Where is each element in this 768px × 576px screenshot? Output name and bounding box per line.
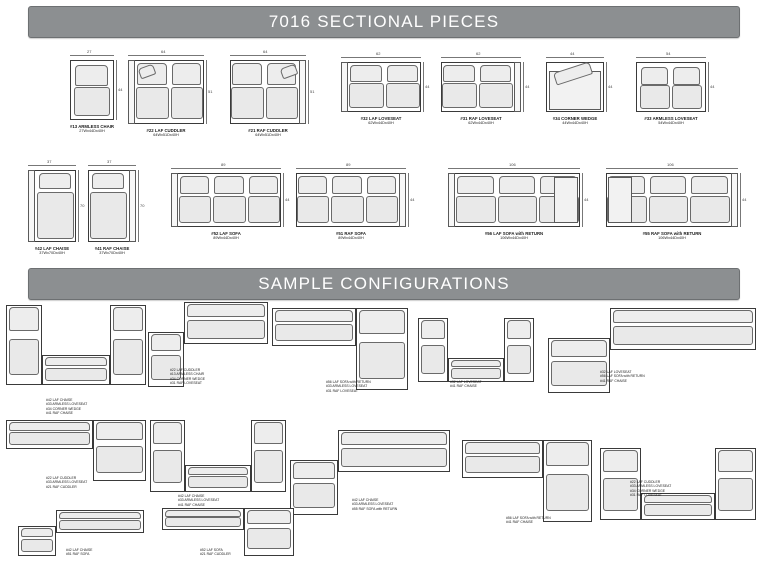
back-pillow (367, 176, 396, 194)
piece-caption (333, 116, 429, 127)
configuration-label-line: #32 LAF LOVESEAT (600, 370, 632, 374)
dim-depth-p6-text: 44 (608, 84, 613, 89)
dim-width-p4-text: 62 (376, 51, 381, 56)
piece-name: #34 CORNER WEDGE (552, 116, 598, 121)
piece-drawing (70, 60, 114, 120)
piece-caption (440, 231, 588, 242)
dim-width-p1-text: 27 (87, 49, 92, 54)
dim-depth-p13-text: 44 (742, 197, 747, 202)
configuration-label (178, 494, 219, 507)
configuration-label-line: #31 RAF LOVESEAT (630, 492, 662, 497)
config-seat-cushion (9, 339, 39, 375)
back-pillow (172, 63, 202, 85)
configuration-label-line: #56 LAF SOFA with RETURN (506, 516, 551, 520)
config-seat-cushion (359, 342, 405, 379)
piece-caption (163, 231, 289, 242)
dim-depth-p1-text: 44 (118, 87, 123, 92)
piece-dimensions: 106Wx44Dx40H (658, 236, 686, 241)
back-pillow (443, 65, 475, 82)
piece-name: #52 LAF SOFA (211, 231, 241, 236)
seat-cushion (456, 196, 496, 223)
configuration-label (66, 548, 92, 557)
back-pillow (249, 176, 278, 194)
configuration-label-line: #41 RAF CHAISE (178, 502, 205, 507)
seat-cushion (479, 83, 514, 108)
configuration-label-line: #41 RAF CHAISE (450, 384, 477, 389)
configuration-label (352, 498, 397, 511)
piece-p12[interactable] (440, 163, 598, 251)
piece-dimensions: 37Wx70Dx40H (39, 251, 65, 256)
piece-name: #33 ARMLESS LOVESEAT (644, 116, 698, 121)
configuration-label-line: #22 LAF CUDDLER (170, 368, 201, 372)
dim-depth-p6-line (606, 62, 607, 112)
configuration-c8[interactable] (290, 430, 450, 530)
config-back-pillow (187, 304, 265, 317)
config-seat-cushion (153, 450, 182, 482)
config-back-pillow (421, 320, 445, 339)
back-pillow (232, 63, 262, 85)
return-section (554, 177, 578, 222)
arm (129, 170, 136, 242)
piece-p13[interactable] (598, 163, 756, 251)
back-pillow (457, 176, 494, 194)
piece-caption (433, 116, 529, 127)
dim-width-p13-line (606, 168, 738, 169)
piece-p2[interactable] (120, 50, 222, 148)
back-pillow (39, 173, 71, 189)
configuration-label-line: #33 ARMLESS LOVESEAT (326, 384, 368, 389)
seat-cushion (349, 83, 384, 108)
configuration-label (200, 548, 231, 557)
dim-depth-p7-line (708, 62, 709, 112)
config-back-pillow (247, 510, 291, 524)
configuration-label-line: #13 ARMLESS CHAIR (170, 372, 205, 377)
back-pillow (350, 65, 382, 82)
dim-width-p12-line (448, 168, 580, 169)
dim-width-p6-line (546, 57, 604, 58)
seat-cushion (74, 87, 110, 116)
piece-drawing (128, 60, 204, 124)
config-seat-cushion (293, 483, 335, 508)
seat-cushion (297, 196, 329, 223)
configuration-label-line: #31 RAF LOVESEAT (326, 388, 358, 393)
configuration-label-line: #41 RAF CHAISE (46, 410, 73, 415)
config-back-pillow (275, 310, 353, 322)
config-back-pillow (359, 310, 405, 334)
configuration-label-line: #52 LAF SOFA (200, 548, 223, 552)
seat-cushion (248, 196, 280, 223)
piece-dimensions: 44Wx44Dx40H (562, 121, 588, 126)
config-seat-cushion (187, 320, 265, 339)
seat-cushion (690, 196, 730, 223)
dim-width-p5-line (441, 57, 521, 58)
seat-cushion (171, 87, 204, 119)
config-seat-cushion (613, 326, 753, 345)
config-seat-cushion (113, 339, 143, 375)
dim-depth-p3-line (308, 60, 309, 124)
dim-depth-p11-line (408, 173, 409, 227)
dim-depth-p4-line (423, 62, 424, 112)
config-back-pillow (151, 334, 181, 351)
configuration-label-line: #22 LAF CUDDLER (630, 480, 661, 484)
seat-cushion (386, 83, 421, 108)
piece-name: #55 RAF SOFA with RETURN (642, 231, 702, 236)
piece-dimensions: 37Wx70Dx40H (99, 251, 125, 256)
return-section (608, 177, 632, 222)
config-back-pillow (45, 357, 106, 366)
piece-dimensions: 27Wx44Dx40H (79, 129, 105, 134)
seat-cushion (179, 196, 211, 223)
config-back-pillow (341, 432, 447, 445)
configuration-label-line: #41 RAF CHAISE (600, 378, 627, 383)
dim-width-p1-line (70, 55, 114, 56)
dim-width-p8-text: 37 (47, 159, 52, 164)
piece-drawing (296, 173, 406, 227)
dim-width-p7-text: 54 (666, 51, 671, 56)
seat-cushion (331, 196, 363, 223)
dim-width-p7-line (636, 57, 706, 58)
piece-name: #56 LAF SOFA with RETURN (484, 231, 544, 236)
config-seat-cushion (188, 476, 247, 488)
config-seat-cushion (421, 345, 445, 374)
seat-cushion (366, 196, 398, 223)
back-pillow (650, 176, 687, 194)
configuration-label-line: #33 ARMLESS LOVESEAT (46, 480, 88, 485)
config-seat-cushion (644, 504, 713, 516)
dim-depth-p10-line (283, 173, 284, 227)
back-pillow (332, 176, 361, 194)
seat-cushion (231, 87, 264, 119)
configuration-c12[interactable] (162, 508, 294, 564)
piece-p9[interactable] (80, 160, 154, 266)
chaise-cushion (37, 192, 74, 240)
configuration-label-line: #21 RAF CUDDLER (200, 552, 231, 557)
seat-cushion (213, 196, 245, 223)
piece-name: #31 RAF LOVESEAT (460, 116, 502, 121)
config-back-pillow (293, 462, 335, 479)
arm (171, 173, 178, 227)
config-back-pillow (153, 422, 182, 444)
configuration-label-line: #33 ARMLESS LOVESEAT (178, 498, 220, 503)
config-seat-cushion (507, 345, 531, 374)
dim-width-p8-line (28, 165, 76, 166)
dim-width-p11-line (296, 168, 406, 169)
arm (448, 173, 455, 227)
configuration-label (630, 480, 671, 497)
piece-name: #51 RAF SOFA (335, 231, 367, 236)
piece-name: #13 ARMLESS CHAIR (69, 124, 114, 129)
piece-drawing (88, 170, 136, 242)
piece-dimensions: 106Wx44Dx40H (500, 236, 528, 241)
configuration-c2[interactable] (148, 302, 268, 402)
config-seat-cushion (247, 528, 291, 549)
configuration-label-line: #21 RAF CUDDLER (46, 484, 77, 489)
back-pillow (214, 176, 243, 194)
config-back-pillow (613, 310, 753, 323)
configuration-label-line: #42 LAF CHAISE (66, 548, 93, 552)
dim-width-p4-line (341, 57, 421, 58)
configuration-label-line: #34 CORNER WEDGE (170, 376, 206, 381)
piece-name: #21 RAF CUDDLER (248, 128, 288, 133)
configuration-label-line: #34 CORNER WEDGE (630, 488, 666, 493)
configuration-label-line: #42 LAF CHAISE (178, 494, 205, 498)
configuration-label (46, 476, 87, 489)
config-back-pillow (188, 467, 247, 475)
configuration-label-line: #31 RAF LOVESEAT (170, 380, 202, 385)
config-seat-cushion (9, 432, 90, 445)
dim-depth-p12-line (582, 173, 583, 227)
configuration-label-line: #34 CORNER WEDGE (46, 406, 82, 411)
piece-dimensions: 54Wx44Dx40H (658, 121, 684, 126)
dim-depth-p3-text: 51 (310, 89, 315, 94)
piece-p11[interactable] (288, 163, 424, 251)
seat-cushion (498, 196, 538, 223)
config-back-pillow (113, 307, 143, 331)
dim-width-p3-line (230, 55, 306, 56)
dim-depth-p1-line (116, 60, 117, 120)
dim-depth-p9-line (138, 170, 139, 242)
piece-p4[interactable] (333, 52, 439, 136)
piece-drawing (546, 62, 604, 112)
arm (514, 62, 521, 112)
config-back-pillow (9, 307, 39, 331)
piece-caption (628, 116, 714, 127)
piece-caption (20, 246, 84, 257)
piece-caption (538, 116, 612, 127)
configuration-label (46, 398, 87, 415)
piece-p7[interactable] (628, 52, 724, 136)
back-pillow (641, 67, 668, 85)
dim-depth-p2-text: 51 (208, 89, 213, 94)
seat-cushion (640, 85, 670, 109)
banner-sectional-pieces (28, 6, 740, 38)
dim-width-p5-text: 62 (476, 51, 481, 56)
dim-width-p10-line (171, 168, 281, 169)
configuration-label-line: #32 LAF LOVESEAT (450, 380, 482, 384)
config-back-pillow (21, 528, 53, 537)
piece-drawing (636, 62, 706, 112)
dim-width-p3-text: 64 (263, 49, 268, 54)
dim-depth-p10-text: 44 (285, 197, 290, 202)
piece-dimensions: 62Wx44Dx40H (368, 121, 394, 126)
seat-cushion (266, 87, 299, 119)
config-back-pillow (59, 512, 141, 519)
config-seat-cushion (551, 361, 607, 386)
config-seat-cushion (341, 448, 447, 467)
piece-drawing (606, 173, 738, 227)
configuration-label (326, 380, 371, 393)
dim-depth-p5-text: 44 (525, 84, 530, 89)
arm (128, 60, 135, 124)
configuration-label (170, 368, 205, 385)
piece-p6[interactable] (538, 52, 622, 136)
configuration-c5[interactable] (548, 308, 756, 408)
piece-dimensions: 89Wx44Dx40H (213, 236, 239, 241)
configuration-label (506, 516, 551, 525)
back-pillow (75, 65, 108, 86)
configuration-label-line: #41 RAF CHAISE (506, 520, 533, 525)
dim-width-p2-line (128, 55, 204, 56)
configuration-label-line: #33 ARMLESS LOVESEAT (630, 484, 672, 489)
config-seat-cushion (275, 324, 353, 341)
config-back-pillow (96, 422, 143, 440)
dim-width-p2-text: 64 (161, 49, 166, 54)
piece-caption (62, 124, 122, 135)
piece-caption (222, 128, 314, 139)
config-back-pillow (9, 422, 90, 431)
config-seat-cushion (465, 456, 540, 473)
config-seat-cushion (451, 368, 501, 379)
configuration-label (450, 380, 481, 389)
configuration-c7[interactable] (150, 420, 286, 510)
seat-cushion (136, 87, 169, 119)
arm (399, 173, 406, 227)
configuration-c10[interactable] (600, 448, 756, 538)
configuration-label-line: #42 LAF CHAISE (46, 398, 73, 402)
configuration-label-line: #33 ARMLESS LOVESEAT (352, 502, 394, 507)
piece-drawing (230, 60, 306, 124)
piece-p3[interactable] (222, 50, 324, 148)
config-seat-cushion (96, 446, 143, 474)
config-back-pillow (254, 422, 283, 444)
configuration-c11[interactable] (18, 510, 144, 564)
piece-name: #42 LAF CHAISE (34, 246, 70, 251)
piece-dimensions: 64Wx51Dx40H (153, 133, 179, 138)
dim-width-p9-text: 37 (107, 159, 112, 164)
back-pillow (180, 176, 209, 194)
config-back-pillow (551, 340, 607, 357)
piece-caption (80, 246, 144, 257)
configuration-label-line: #42 LAF CHAISE (352, 498, 379, 502)
configuration-label-line: #56 LAF SOFA with RETURN (600, 374, 645, 379)
piece-name: #32 LAF LOVESEAT (360, 116, 402, 121)
config-back-pillow (465, 442, 540, 454)
piece-dimensions: 89Wx44Dx40H (338, 236, 364, 241)
config-back-pillow (507, 320, 531, 339)
piece-drawing (341, 62, 421, 112)
configuration-label (600, 370, 645, 383)
piece-p5[interactable] (433, 52, 539, 136)
config-back-pillow (165, 510, 241, 517)
configuration-c9[interactable] (462, 440, 592, 536)
configuration-c6[interactable] (6, 420, 146, 492)
dim-depth-p8-line (78, 170, 79, 242)
config-back-pillow (718, 450, 753, 472)
back-pillow (298, 176, 327, 194)
configuration-c1[interactable] (6, 305, 146, 415)
back-pillow (92, 173, 124, 189)
banner-top-title: 7016 SECTIONAL PIECES (268, 12, 500, 31)
dim-depth-p13-line (740, 173, 741, 227)
arm (299, 60, 306, 124)
piece-caption (598, 231, 746, 242)
config-seat-cushion (59, 520, 141, 530)
seat-cushion (442, 83, 477, 108)
config-seat-cushion (45, 368, 106, 382)
piece-dimensions: 64Wx51Dx40H (255, 133, 281, 138)
dim-width-p9-line (88, 165, 136, 166)
config-seat-cushion (165, 517, 241, 527)
dim-depth-p9-text: 70 (140, 203, 145, 208)
config-back-pillow (546, 442, 589, 466)
arm (731, 173, 738, 227)
dim-width-p12-text: 106 (509, 162, 516, 167)
piece-drawing (28, 170, 76, 242)
dim-depth-p4-text: 44 (425, 84, 430, 89)
configuration-label-line: #33 ARMLESS LOVESEAT (46, 402, 88, 407)
dim-depth-p2-line (206, 60, 207, 124)
back-pillow (480, 65, 512, 82)
dim-depth-p8-text: 70 (80, 203, 85, 208)
dim-depth-p12-text: 44 (584, 197, 589, 202)
piece-p10[interactable] (163, 163, 299, 251)
config-back-pillow (451, 360, 501, 367)
back-pillow (673, 67, 700, 85)
seat-cushion (672, 85, 702, 109)
piece-drawing (441, 62, 521, 112)
back-pillow (387, 65, 419, 82)
back-pillow (499, 176, 536, 194)
piece-name: #22 LAF CUDDLER (146, 128, 186, 133)
piece-drawing (171, 173, 281, 227)
config-seat-cushion (21, 539, 53, 552)
chaise-cushion (90, 192, 127, 240)
piece-name: #41 RAF CHAISE (94, 246, 130, 251)
dim-depth-p7-text: 44 (710, 84, 715, 89)
arm (28, 170, 35, 242)
dim-depth-p5-line (523, 62, 524, 112)
dim-width-p6-text: 44 (570, 51, 575, 56)
back-pillow (691, 176, 728, 194)
dim-depth-p11-text: 44 (410, 197, 415, 202)
configuration-label-line: #22 LAF CUDDLER (46, 476, 77, 480)
dim-width-p10-text: 89 (221, 162, 226, 167)
configuration-c4[interactable] (418, 318, 534, 398)
banner-sample-configurations (28, 268, 740, 300)
seat-cushion (649, 196, 689, 223)
configuration-c3[interactable] (272, 308, 408, 404)
dim-width-p11-text: 89 (346, 162, 351, 167)
piece-caption (288, 231, 414, 242)
dim-width-p13-text: 106 (667, 162, 674, 167)
configuration-label-line: #55 RAF SOFA with RETURN (352, 506, 398, 511)
banner-bottom-title: SAMPLE CONFIGURATIONS (258, 274, 510, 293)
configuration-label-line: #51 RAF SOFA (66, 552, 90, 557)
piece-dimensions: 62Wx44Dx40H (468, 121, 494, 126)
config-seat-cushion (718, 478, 753, 510)
arm (341, 62, 348, 112)
config-back-pillow (603, 450, 638, 472)
config-seat-cushion (546, 474, 589, 511)
config-seat-cushion (254, 450, 283, 482)
piece-drawing (448, 173, 580, 227)
piece-caption (120, 128, 212, 139)
configuration-label-line: #56 LAF SOFA with RETURN (326, 380, 371, 384)
